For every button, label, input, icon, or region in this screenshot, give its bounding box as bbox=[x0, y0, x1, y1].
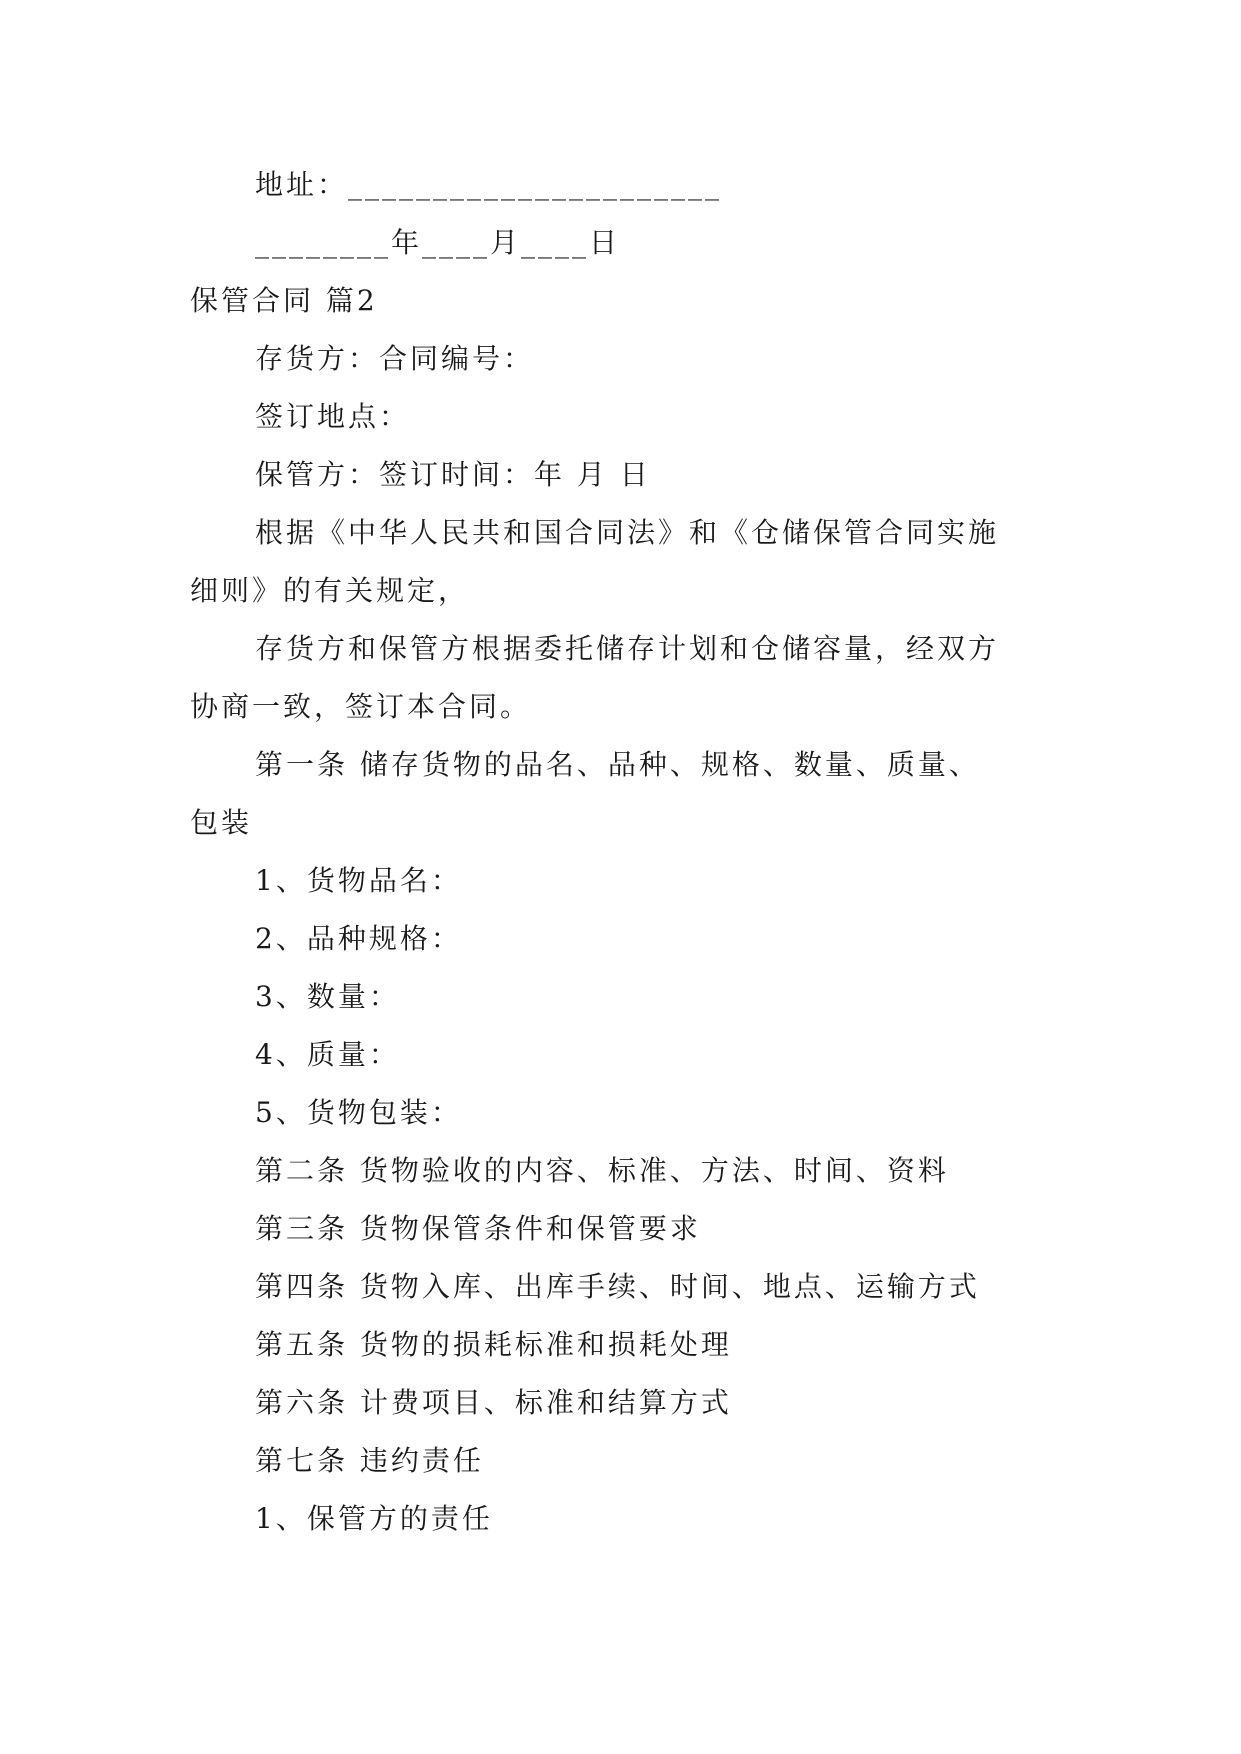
agreement-line-1: 存货方和保管方根据委托储存计划和仓储容量，经双方 bbox=[255, 632, 1000, 665]
sub-item-custodian-liability: 1、保管方的责任 bbox=[255, 1502, 493, 1535]
article-5: 第五条 货物的损耗标准和损耗处理 bbox=[255, 1328, 732, 1361]
custodian-line: 保管方：签订时间：年 月 日 bbox=[255, 458, 651, 491]
item-goods-name: 1、货物品名： bbox=[255, 864, 462, 897]
item-packaging: 5、货物包装： bbox=[255, 1096, 462, 1129]
item-quantity: 3、数量： bbox=[255, 980, 400, 1013]
item-quality: 4、质量： bbox=[255, 1038, 400, 1071]
agreement-line-2: 协商一致，签订本合同。 bbox=[190, 690, 532, 723]
preamble-line-1: 根据《中华人民共和国合同法》和《仓储保管合同实施 bbox=[255, 516, 1000, 549]
article-3: 第三条 货物保管条件和保管要求 bbox=[255, 1212, 701, 1245]
date-line: ________年____月____日 bbox=[255, 226, 621, 259]
address-line: 地址：______________________ bbox=[255, 168, 723, 201]
article-1-line-1: 第一条 储存货物的品名、品种、规格、数量、质量、 bbox=[255, 748, 980, 781]
article-2: 第二条 货物验收的内容、标准、方法、时间、资料 bbox=[255, 1154, 949, 1187]
article-7: 第七条 违约责任 bbox=[255, 1444, 484, 1477]
preamble-line-2: 细则》的有关规定， bbox=[190, 574, 470, 607]
item-variety-spec: 2、品种规格： bbox=[255, 922, 462, 955]
signing-place-line: 签订地点： bbox=[255, 400, 411, 433]
article-1-line-2: 包装 bbox=[190, 806, 253, 839]
article-6: 第六条 计费项目、标准和结算方式 bbox=[255, 1386, 732, 1419]
section-title: 保管合同 篇2 bbox=[190, 284, 378, 317]
depositor-line: 存货方：合同编号： bbox=[255, 342, 535, 375]
article-4: 第四条 货物入库、出库手续、时间、地点、运输方式 bbox=[255, 1270, 980, 1303]
